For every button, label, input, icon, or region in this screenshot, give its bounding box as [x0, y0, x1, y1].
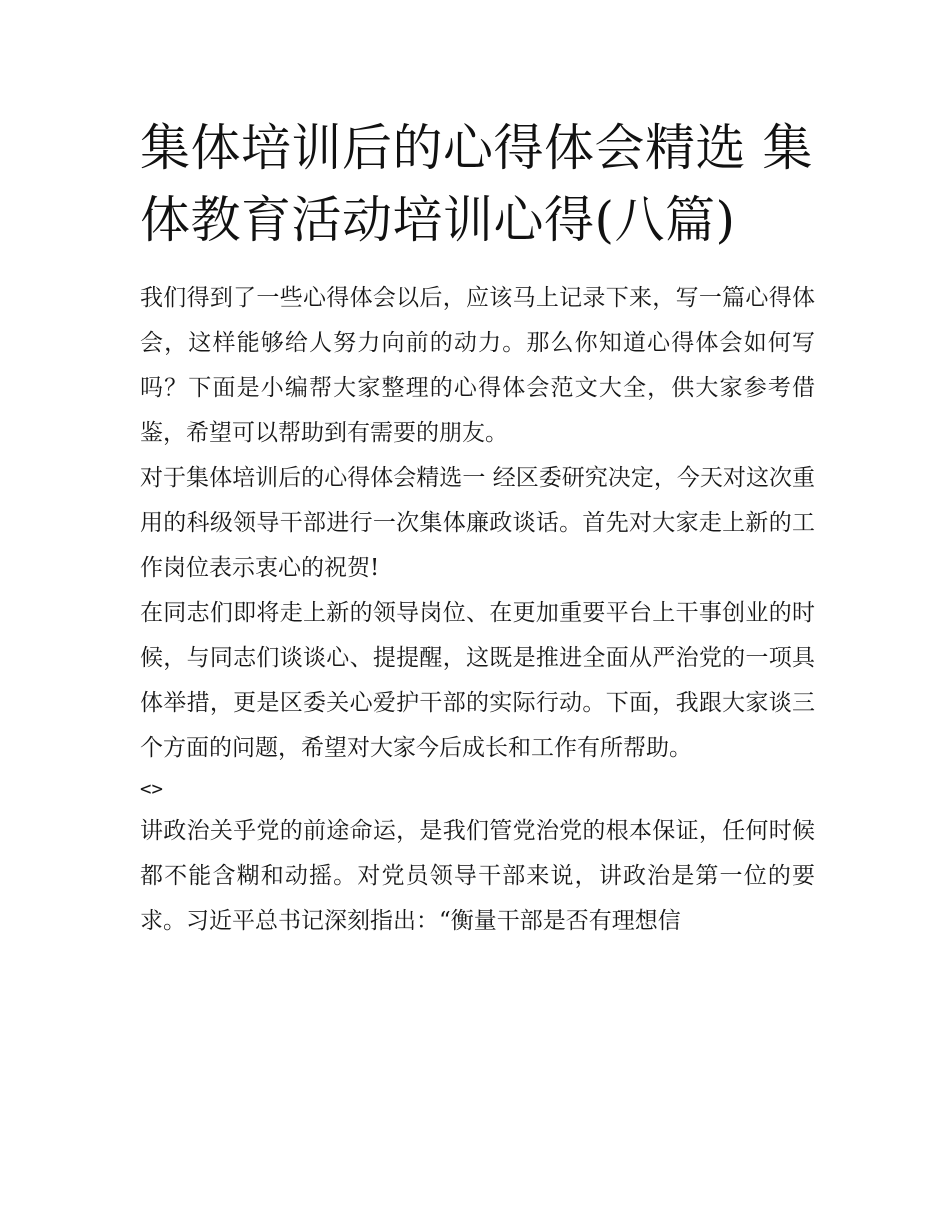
- section-one-paragraph: 对于集体培训后的心得体会精选一 经区委研究决定，今天对这次重用的科级领导干部进行一次集体廉政谈话。首先对大家走上新的工作岗位表示衷心的祝贺!: [140, 465, 815, 581]
- talk-intro-paragraph: 在同志们即将走上新的领导岗位、在更加重要平台上干事创业的时候，与同志们谈谈心、提提醒，这既是推进全面从严治党的一项具体举措，更是区委关心爱护干部的实际行动。下面，我跟大家谈三个方面的问题，希望对大家今后成长和工作有所帮助。: [140, 600, 815, 761]
- document-body: [140, 112, 815, 944]
- politics-paragraph: 讲政治关乎党的前途命运，是我们管党治党的根本保证，任何时候都不能含糊和动摇。对党员领导干部来说，讲政治是第一位的要求。习近平总书记深刻指出：“衡量干部是否有理想信: [140, 818, 815, 934]
- document-title: 集体培训后的心得体会精选 集体教育活动培训心得(八篇): [140, 119, 813, 249]
- section-marker: <>: [140, 778, 163, 800]
- intro-paragraph: 我们得到了一些心得体会以后，应该马上记录下来，写一篇心得体会，这样能够给人努力向前的动力。那么你知道心得体会如何写吗？下面是小编帮大家整理的心得体会范文大全，供大家参考借鉴，希望可以帮助到有需要的朋友。: [140, 285, 815, 446]
